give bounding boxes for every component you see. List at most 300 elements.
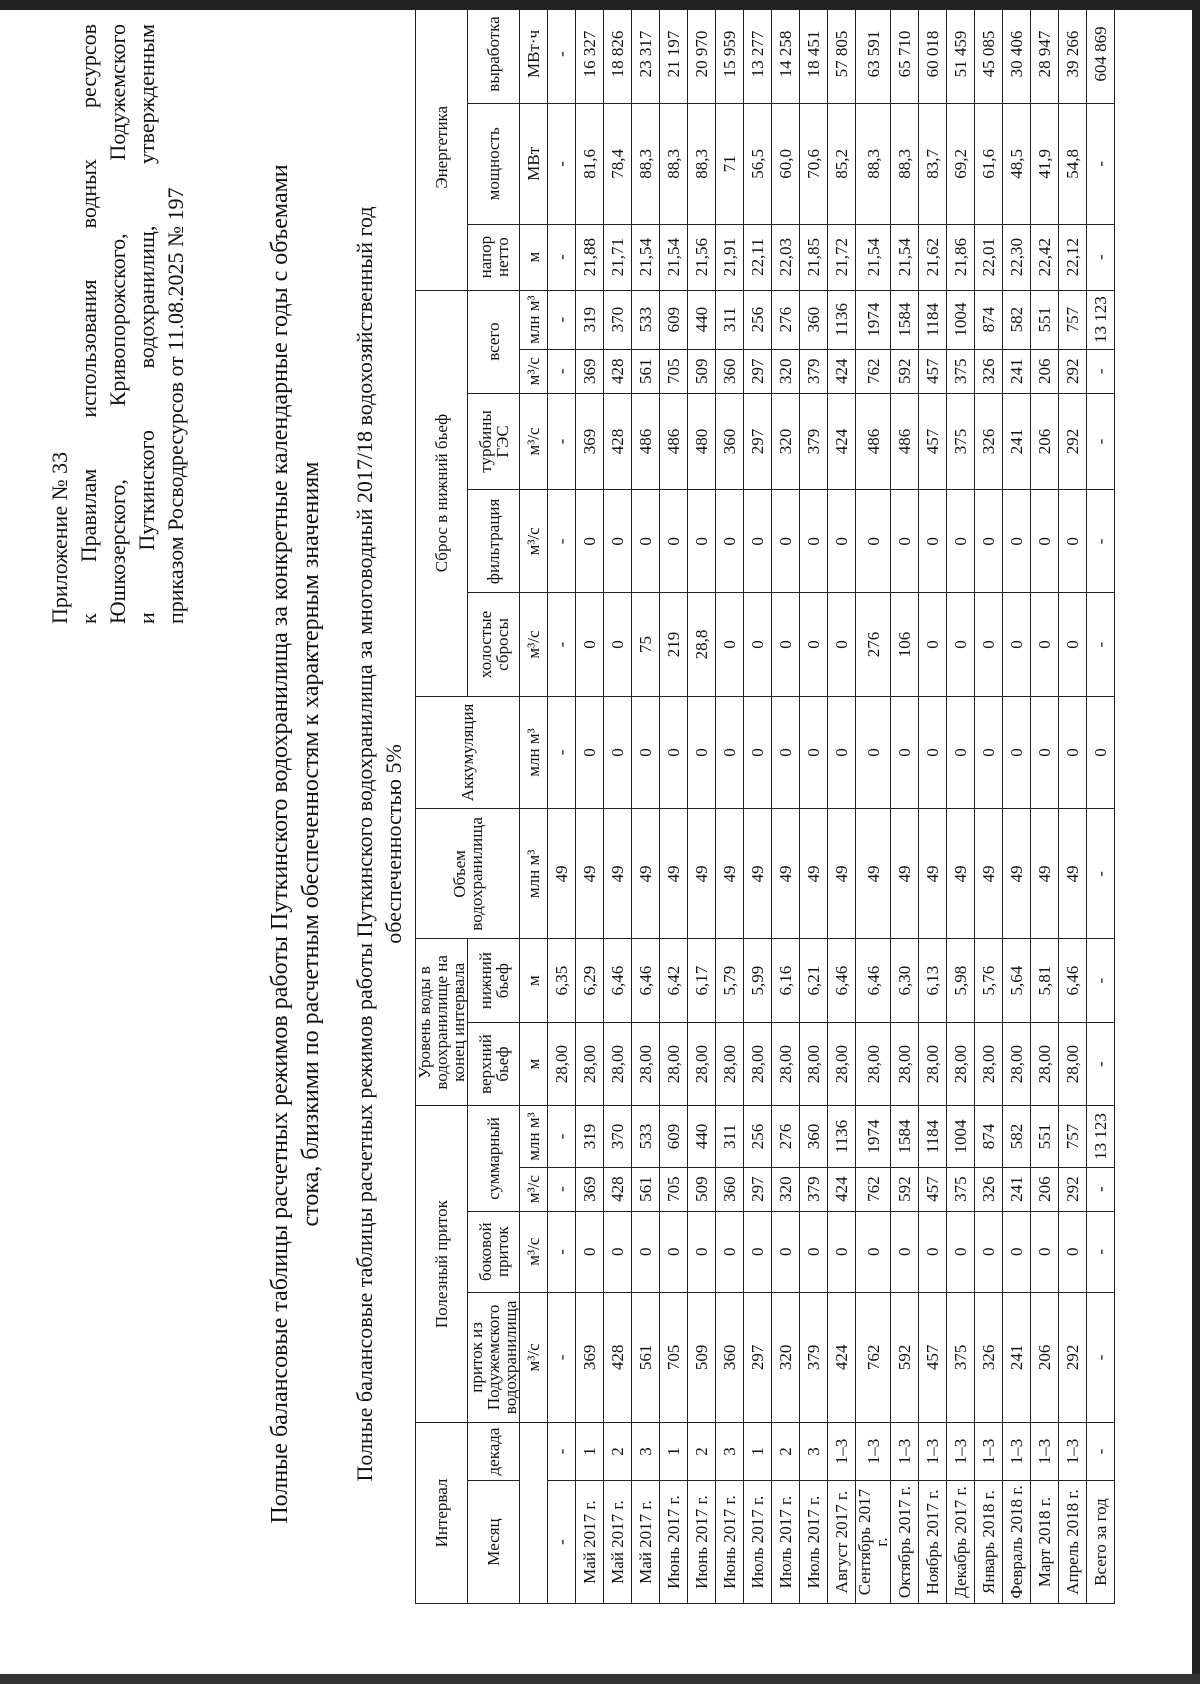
table-cell: 369 <box>576 1292 604 1422</box>
table-row <box>772 5 800 1604</box>
table-cell: 206 <box>1031 1292 1059 1422</box>
table-cell: 57 805 <box>828 5 856 104</box>
table-cell: 1974 <box>856 1106 891 1167</box>
table-title-line: обеспеченностью 5% <box>381 744 406 944</box>
table-cell: 440 <box>688 290 716 349</box>
table-cell: 21,54 <box>660 224 688 290</box>
table-cell: 21,54 <box>856 224 891 290</box>
table-cell: 28,00 <box>632 1022 660 1105</box>
table-cell: 18 451 <box>800 5 828 104</box>
table-cell: 1974 <box>856 290 891 349</box>
table-cell: 297 <box>744 1292 772 1422</box>
header-accumulation: Аккумуляция <box>416 696 520 809</box>
table-cell: 319 <box>576 290 604 349</box>
table-cell: 6,46 <box>856 939 891 1022</box>
month-cell: Май 2017 г. <box>632 1481 660 1604</box>
unit-cell: МВт·ч <box>520 5 548 104</box>
table-cell: 0 <box>1031 593 1059 696</box>
table-cell: 6,46 <box>1059 939 1087 1022</box>
table-cell: 71 <box>716 103 744 224</box>
table-cell: 22,30 <box>1003 224 1031 290</box>
table-cell: 6,42 <box>660 939 688 1022</box>
decade-cell: 3 <box>632 1422 660 1480</box>
table-cell: 49 <box>604 809 632 939</box>
table-cell: 6,21 <box>800 939 828 1022</box>
table-cell: 604 869 <box>1087 5 1115 104</box>
decade-cell: 1–3 <box>856 1422 891 1480</box>
header-energy: Энергетика <box>416 5 468 291</box>
table-cell: 457 <box>919 349 947 393</box>
decade-cell: 2 <box>688 1422 716 1480</box>
unit-cell: млн м³ <box>520 809 548 939</box>
table-cell: 28,00 <box>772 1022 800 1105</box>
table-cell: 0 <box>891 696 919 809</box>
table-cell: 705 <box>660 1292 688 1422</box>
table-cell: 757 <box>1059 290 1087 349</box>
table-cell: - <box>1087 1167 1115 1211</box>
header-useful-inflow: Полезный приток <box>416 1106 468 1423</box>
table-cell: 28,00 <box>660 1022 688 1105</box>
table-cell: 369 <box>576 349 604 393</box>
table-cell: 370 <box>604 1106 632 1167</box>
table-cell: 0 <box>856 696 891 809</box>
table-cell: 0 <box>744 490 772 593</box>
table-cell: 428 <box>604 349 632 393</box>
table-cell: 1184 <box>919 290 947 349</box>
table-row <box>576 5 604 1604</box>
table-row <box>947 5 975 1604</box>
table-row <box>919 5 947 1604</box>
table-cell: 0 <box>1059 1211 1087 1292</box>
table-body <box>548 5 1087 1604</box>
table-cell: - <box>1087 103 1115 224</box>
table-row <box>828 5 856 1604</box>
table-cell: - <box>1087 490 1115 593</box>
table-cell: 292 <box>1059 1167 1087 1211</box>
table-cell: 49 <box>856 809 891 939</box>
table-cell: 49 <box>660 809 688 939</box>
decade-cell: 2 <box>772 1422 800 1480</box>
table-cell: 582 <box>1003 1106 1031 1167</box>
table-cell: 0 <box>660 490 688 593</box>
table-cell: 0 <box>919 490 947 593</box>
decade-cell: 1–3 <box>975 1422 1003 1480</box>
table-cell: 49 <box>1003 809 1031 939</box>
table-row <box>975 5 1003 1604</box>
table-cell: 292 <box>1059 393 1087 490</box>
table-cell: 20 970 <box>688 5 716 104</box>
table-cell: 0 <box>828 490 856 593</box>
month-cell: Декабрь 2017 г. <box>947 1481 975 1604</box>
table-cell: 241 <box>1003 349 1031 393</box>
appendix-line: приказом Росводресурсов от 11.08.2025 № 197 <box>163 187 188 624</box>
table-cell: 0 <box>1031 696 1059 809</box>
table-title <box>350 44 408 1644</box>
table-cell: 0 <box>1031 1211 1059 1292</box>
table-row <box>604 5 632 1604</box>
table-cell: 1584 <box>891 1106 919 1167</box>
table-cell: 49 <box>800 809 828 939</box>
header-level: Уровень воды в водохранилище на конец интервала <box>416 939 468 1106</box>
table-cell: 28,00 <box>688 1022 716 1105</box>
table-cell: 360 <box>716 1292 744 1422</box>
table-cell: 369 <box>576 1167 604 1211</box>
table-cell: 23 317 <box>632 5 660 104</box>
table-cell: 428 <box>604 1292 632 1422</box>
table-cell: 28,00 <box>891 1022 919 1105</box>
table-cell: 28,00 <box>1003 1022 1031 1105</box>
table-cell: - <box>548 1106 576 1167</box>
table-cell: 0 <box>947 696 975 809</box>
unit-cell: млн м³ <box>520 696 548 809</box>
table-cell: 49 <box>744 809 772 939</box>
month-cell: Октябрь 2017 г. <box>891 1481 919 1604</box>
month-cell: Ноябрь 2017 г. <box>919 1481 947 1604</box>
table-cell: 0 <box>975 1211 1003 1292</box>
unit-cell: м <box>520 224 548 290</box>
table-cell: 13 123 <box>1087 290 1115 349</box>
table-cell: 311 <box>716 1106 744 1167</box>
unit-cell: м <box>520 1022 548 1105</box>
table-cell: 0 <box>632 490 660 593</box>
document-title <box>265 44 327 1644</box>
table-cell: 0 <box>1003 593 1031 696</box>
decade-cell: 1–3 <box>919 1422 947 1480</box>
table-cell: 1584 <box>891 290 919 349</box>
table-cell: - <box>1087 1292 1115 1422</box>
table-row <box>660 5 688 1604</box>
table-cell: 49 <box>975 809 1003 939</box>
table-row <box>1003 5 1031 1604</box>
table-cell: 88,3 <box>688 103 716 224</box>
table-row <box>856 5 891 1604</box>
table-cell: 21,88 <box>576 224 604 290</box>
decade-cell: 1 <box>744 1422 772 1480</box>
table-cell: 0 <box>772 593 800 696</box>
table-cell: 49 <box>947 809 975 939</box>
table-cell: - <box>1087 349 1115 393</box>
table-cell: 509 <box>688 1292 716 1422</box>
table-cell: 379 <box>800 1167 828 1211</box>
header-filtration: фильтрация <box>468 490 520 593</box>
table-cell: 0 <box>800 490 828 593</box>
table-cell: - <box>1087 1422 1115 1480</box>
table-cell: 0 <box>772 1211 800 1292</box>
table-cell: 21,71 <box>604 224 632 290</box>
decade-cell: 1–3 <box>1003 1422 1031 1480</box>
table-cell: 75 <box>632 593 660 696</box>
table-cell: 28,00 <box>548 1022 576 1105</box>
table-cell: 0 <box>800 593 828 696</box>
table-cell: 0 <box>828 1211 856 1292</box>
decade-cell: 3 <box>716 1422 744 1480</box>
table-cell: 0 <box>1059 490 1087 593</box>
table-cell: 88,3 <box>891 103 919 224</box>
header-output: выработка <box>468 5 520 104</box>
table-cell: 0 <box>744 696 772 809</box>
header-total-inflow: суммарный <box>468 1106 520 1211</box>
table-cell: 49 <box>548 809 576 939</box>
table-cell: - <box>548 1211 576 1292</box>
table-cell: 28,00 <box>828 1022 856 1105</box>
table-cell: 28,00 <box>576 1022 604 1105</box>
table-cell: 0 <box>975 593 1003 696</box>
table-cell: 256 <box>744 290 772 349</box>
decade-cell: 1 <box>660 1422 688 1480</box>
table-cell: 13 123 <box>1087 1106 1115 1167</box>
table-cell: 61,6 <box>975 103 1003 224</box>
table-cell: 28,00 <box>716 1022 744 1105</box>
table-cell: 22,03 <box>772 224 800 290</box>
table-cell: 28,00 <box>744 1022 772 1105</box>
table-cell: 256 <box>744 1106 772 1167</box>
table-row <box>1059 5 1087 1604</box>
table-cell: 1004 <box>947 1106 975 1167</box>
table-cell: 1184 <box>919 1106 947 1167</box>
table-cell: 0 <box>576 593 604 696</box>
table-cell: 533 <box>632 290 660 349</box>
table-cell: 0 <box>660 696 688 809</box>
table-title-line: Полные балансовые таблицы расчетных режимов работы Путкинского водохранилища за многоводный 2017/18 водохозяйственный год <box>352 206 377 1482</box>
table-cell: 30 406 <box>1003 5 1031 104</box>
table-cell: 28,00 <box>1059 1022 1087 1105</box>
table-cell: 360 <box>716 349 744 393</box>
table-cell: 0 <box>828 696 856 809</box>
table-cell: 0 <box>856 1211 891 1292</box>
table-cell: 375 <box>947 1292 975 1422</box>
table-cell: 0 <box>576 1211 604 1292</box>
table-cell: - <box>548 1167 576 1211</box>
table-cell: 0 <box>1003 1211 1031 1292</box>
table-cell: 0 <box>975 490 1003 593</box>
table-cell: 206 <box>1031 349 1059 393</box>
table-cell: 65 710 <box>891 5 919 104</box>
table-cell: - <box>548 5 576 104</box>
table-cell: - <box>1087 939 1115 1022</box>
table-cell: - <box>1087 1022 1115 1105</box>
table-cell: 320 <box>772 349 800 393</box>
table-cell: 21,56 <box>688 224 716 290</box>
unit-cell: м³/с <box>520 1211 548 1292</box>
table-cell: 21,62 <box>919 224 947 290</box>
table-cell: 592 <box>891 1167 919 1211</box>
table-cell: 6,30 <box>891 939 919 1022</box>
unit-cell: м³/с <box>520 1292 548 1422</box>
decade-cell: 1 <box>576 1422 604 1480</box>
table-cell: - <box>548 696 576 809</box>
table-cell: 0 <box>1003 696 1031 809</box>
decade-cell: 3 <box>800 1422 828 1480</box>
table-cell: - <box>548 224 576 290</box>
table-cell: 0 <box>632 1211 660 1292</box>
table-cell: 424 <box>828 1292 856 1422</box>
month-cell: Март 2018 г. <box>1031 1481 1059 1604</box>
table-cell: 297 <box>744 349 772 393</box>
table-cell: 60,0 <box>772 103 800 224</box>
table-cell: 6,29 <box>576 939 604 1022</box>
header-turbines: турбины ГЭС <box>468 393 520 490</box>
header-unit-blank <box>520 1422 548 1603</box>
table-cell: 56,5 <box>744 103 772 224</box>
table-cell: 6,35 <box>548 939 576 1022</box>
table-cell: 49 <box>891 809 919 939</box>
month-cell: Апрель 2018 г. <box>1059 1481 1087 1604</box>
table-cell: 551 <box>1031 290 1059 349</box>
table-cell: 0 <box>891 1211 919 1292</box>
table-cell: 326 <box>975 349 1003 393</box>
table-cell: 60 018 <box>919 5 947 104</box>
table-cell: 0 <box>688 490 716 593</box>
table-cell: 0 <box>632 696 660 809</box>
table-cell: 609 <box>660 290 688 349</box>
table-cell: 360 <box>716 393 744 490</box>
table-cell: - <box>548 349 576 393</box>
month-cell: Июль 2017 г. <box>772 1481 800 1604</box>
table-cell: 22,42 <box>1031 224 1059 290</box>
appendix-line: к Правилам использования водных ресурсов <box>76 24 101 624</box>
document-title-line: Полные балансовые таблицы расчетных режимов работы Путкинского водохранилища за конкретные календарные годы с объемами <box>267 164 293 1524</box>
decade-cell: 1–3 <box>891 1422 919 1480</box>
table-cell: 0 <box>688 1211 716 1292</box>
table-row <box>800 5 828 1604</box>
month-cell: Май 2017 г. <box>604 1481 632 1604</box>
month-cell: Июнь 2017 г. <box>688 1481 716 1604</box>
table-row <box>744 5 772 1604</box>
table-cell: 49 <box>716 809 744 939</box>
table-cell: 375 <box>947 393 975 490</box>
table-cell: 54,8 <box>1059 103 1087 224</box>
header-head: напор нетто <box>468 224 520 290</box>
table-cell: 21,54 <box>891 224 919 290</box>
header-lower-pool: нижний бьеф <box>468 939 520 1022</box>
table-cell: 428 <box>604 1167 632 1211</box>
table-cell: 369 <box>576 393 604 490</box>
table-cell: 21,85 <box>800 224 828 290</box>
table-cell: - <box>1087 393 1115 490</box>
table-cell: 28,00 <box>800 1022 828 1105</box>
header-decade: декада <box>468 1422 520 1480</box>
appendix-line: Юшкозерского, Кривопорожского, Подужемского <box>105 24 130 624</box>
table-cell: 509 <box>688 349 716 393</box>
table-cell: 28,00 <box>947 1022 975 1105</box>
table-cell: 533 <box>632 1106 660 1167</box>
table-cell: 6,16 <box>772 939 800 1022</box>
table-cell: 486 <box>632 393 660 490</box>
table-cell: 762 <box>856 1167 891 1211</box>
table-cell: 241 <box>1003 1292 1031 1422</box>
table-cell: 440 <box>688 1106 716 1167</box>
decade-cell: 1–3 <box>1031 1422 1059 1480</box>
table-cell: 0 <box>919 1211 947 1292</box>
table-footer <box>1087 5 1115 1604</box>
table-cell: 592 <box>891 349 919 393</box>
table-cell: 15 959 <box>716 5 744 104</box>
table-cell: 379 <box>800 393 828 490</box>
table-cell: 0 <box>604 1211 632 1292</box>
table-cell: 705 <box>660 349 688 393</box>
table-cell: 28,00 <box>1031 1022 1059 1105</box>
table-cell: 45 085 <box>975 5 1003 104</box>
header-total-discharge: всего <box>468 290 520 393</box>
table-cell: 18 826 <box>604 5 632 104</box>
table-cell: - <box>548 393 576 490</box>
table-cell: 360 <box>716 1167 744 1211</box>
decade-cell: 1–3 <box>1059 1422 1087 1480</box>
table-cell: 70,6 <box>800 103 828 224</box>
table-cell: 88,3 <box>632 103 660 224</box>
table-cell: 0 <box>1031 490 1059 593</box>
table-cell: 0 <box>1059 593 1087 696</box>
table-cell: 206 <box>1031 393 1059 490</box>
table-cell: 561 <box>632 349 660 393</box>
appendix-block <box>45 24 190 624</box>
table-cell: 0 <box>772 696 800 809</box>
table-cell: 85,2 <box>828 103 856 224</box>
table-cell: 22,12 <box>1059 224 1087 290</box>
table-cell: 874 <box>975 290 1003 349</box>
table-cell: 320 <box>772 393 800 490</box>
table-cell: 292 <box>1059 349 1087 393</box>
table-cell: 0 <box>975 696 1003 809</box>
table-cell: 88,3 <box>660 103 688 224</box>
table-cell: 297 <box>744 1167 772 1211</box>
table-cell: 292 <box>1059 1292 1087 1422</box>
table-cell: 39 266 <box>1059 5 1087 104</box>
total-label: Всего за год <box>1087 1481 1115 1604</box>
table-cell: 0 <box>744 1211 772 1292</box>
table-cell: 51 459 <box>947 5 975 104</box>
table-cell: 63 591 <box>856 5 891 104</box>
table-cell: 28 947 <box>1031 5 1059 104</box>
table-cell: 0 <box>660 1211 688 1292</box>
table-cell: 0 <box>716 490 744 593</box>
table-cell: 5,99 <box>744 939 772 1022</box>
table-cell: 1136 <box>828 1106 856 1167</box>
table-cell: 0 <box>604 593 632 696</box>
table-cell: 0 <box>772 490 800 593</box>
table-cell: 0 <box>800 696 828 809</box>
table-cell: 582 <box>1003 290 1031 349</box>
table-cell: 370 <box>604 290 632 349</box>
table-cell: 22,01 <box>975 224 1003 290</box>
table-cell: 424 <box>828 349 856 393</box>
table-cell: 457 <box>919 393 947 490</box>
table-cell: 49 <box>576 809 604 939</box>
table-cell: 83,7 <box>919 103 947 224</box>
unit-cell: м³/с <box>520 349 548 393</box>
table-cell: 0 <box>800 1211 828 1292</box>
table-cell: 21,54 <box>632 224 660 290</box>
table-cell: 379 <box>800 349 828 393</box>
table-cell: 21,91 <box>716 224 744 290</box>
month-cell: - <box>548 1481 576 1604</box>
month-cell: Февраль 2018 г. <box>1003 1481 1031 1604</box>
table-cell: 486 <box>891 393 919 490</box>
table-row <box>716 5 744 1604</box>
table-cell: - <box>1087 809 1115 939</box>
table-row <box>688 5 716 1604</box>
table-cell: 0 <box>1087 696 1115 809</box>
unit-cell: м³/с <box>520 393 548 490</box>
balance-table <box>415 4 1115 1604</box>
table-cell: 276 <box>856 593 891 696</box>
table-cell: 88,3 <box>856 103 891 224</box>
header-idle-discharge: холостые сбросы <box>468 593 520 696</box>
unit-cell: м <box>520 939 548 1022</box>
document-title-line: стока, близкими по расчетным обеспеченностям к характерным значениям <box>298 461 324 1227</box>
table-cell: 0 <box>891 490 919 593</box>
unit-cell: млн м³ <box>520 290 548 349</box>
